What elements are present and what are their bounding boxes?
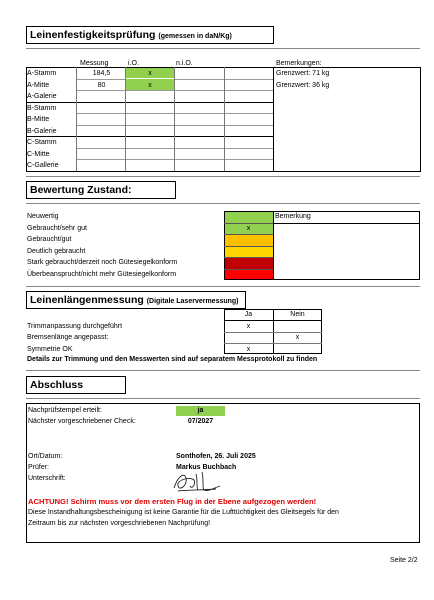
- condition-label: Deutlich gebraucht: [27, 247, 86, 255]
- row-label: A-Mitte: [27, 81, 50, 89]
- condition-label: Gebraucht/gut: [27, 236, 72, 243]
- signature-label: Unterschrift:: [28, 475, 66, 482]
- page-number: Seite 2/2: [390, 557, 418, 564]
- place-value: Sonthofen, 26. Juli 2025: [176, 453, 256, 460]
- condition-label: Gebraucht/sehr gut: [27, 224, 87, 232]
- divider: [26, 176, 420, 177]
- section-title-text: Leinenlängenmessung: [30, 294, 144, 306]
- section-title-condition: [26, 181, 176, 199]
- section-title-text: Leinenfestigkeitsprüfung: [30, 29, 156, 41]
- examiner-label: Prüfer:: [28, 464, 50, 471]
- io-mark: x: [148, 81, 152, 89]
- section-title-text: Abschluss: [30, 379, 84, 391]
- disclaimer-text: Zeitraum bis zur nächsten vorgeschriebenen Nachprüfung!: [28, 520, 211, 527]
- row-label: A-Stamm: [27, 70, 57, 77]
- messung-value: 80: [97, 81, 106, 89]
- divider: [26, 48, 420, 49]
- row-label: C-Mitte: [27, 150, 50, 158]
- next-check-label: Nächster vorgeschriebener Check:: [28, 418, 136, 425]
- section-title-line-length: [26, 291, 246, 309]
- col-header-ja: Ja: [244, 311, 253, 318]
- io-mark: x: [148, 70, 152, 77]
- warning-text: ACHTUNG! Schirm muss vor dem ersten Flug in der Ebene aufgezogen werden!: [28, 497, 317, 506]
- col-header-nein: Nein: [290, 311, 305, 318]
- condition-grid: [224, 211, 420, 280]
- col-header-bemerkungen: Bemerkungen:: [276, 60, 322, 67]
- length-item-label: Symmetrie OK: [27, 345, 73, 353]
- row-label: C-Gallerie: [27, 162, 59, 169]
- section-title-closing: [26, 376, 126, 394]
- section-title-text: Bewertung Zustand:: [30, 184, 132, 196]
- condition-label: Neuwertig: [27, 213, 59, 220]
- stamp-value: ja: [197, 407, 204, 414]
- section-subtitle-text: (gemessen in daN/Kg): [158, 33, 232, 40]
- divider: [26, 203, 420, 204]
- row-label: C-Stamm: [27, 139, 57, 146]
- messung-value: 184,5: [92, 70, 111, 77]
- divider: [26, 286, 420, 287]
- ja-mark: x: [246, 345, 251, 353]
- remark-text: Grenzwert: 36 kg: [276, 81, 330, 89]
- condition-label: Überbeansprucht/nicht mehr Gütesiegelkonform: [27, 270, 177, 278]
- condition-label: Stark gebraucht/derzeit noch Gütesiegelkonform: [27, 259, 178, 266]
- ja-mark: x: [246, 322, 251, 330]
- disclaimer-text: Diese Instandhaltungsbescheinigung ist keine Garantie für die Lufttüchtigkeit des Gleitsegels für den: [28, 509, 339, 516]
- stamp-label: Nachprüfstempel erteilt:: [28, 407, 102, 414]
- place-label: Ort/Datum:: [28, 453, 63, 460]
- remark-text: Grenzwert: 71 kg: [276, 70, 330, 77]
- examiner-value: Markus Buchbach: [176, 464, 237, 471]
- row-label: A-Galerie: [27, 93, 57, 100]
- length-item-label: Bremsenlänge angepasst:: [27, 334, 109, 341]
- length-item-label: Trimmanpassung durchgeführt: [27, 322, 123, 330]
- col-header-messung: Messung: [80, 60, 109, 67]
- col-header-io: i.O.: [128, 60, 139, 67]
- length-note: Details zur Trimmung und den Messwerten sind auf separatem Messprotokoll zu finden: [27, 356, 318, 363]
- divider: [26, 398, 420, 399]
- section-subtitle-text: (Digitale Laservermessung): [146, 298, 239, 305]
- next-check-value: 07/2027: [187, 418, 214, 425]
- condition-selected-mark: x: [246, 224, 251, 232]
- divider: [26, 370, 420, 371]
- row-label: B-Stamm: [27, 104, 57, 112]
- section-title-line-strength: [26, 26, 274, 44]
- row-label: B-Galerie: [27, 127, 57, 135]
- signature-image: [168, 466, 228, 496]
- nein-mark: x: [295, 334, 300, 341]
- remark-header: Bemerkung: [275, 213, 311, 220]
- row-label: B-Mitte: [27, 116, 50, 123]
- col-header-nio: n.i.O.: [176, 60, 193, 67]
